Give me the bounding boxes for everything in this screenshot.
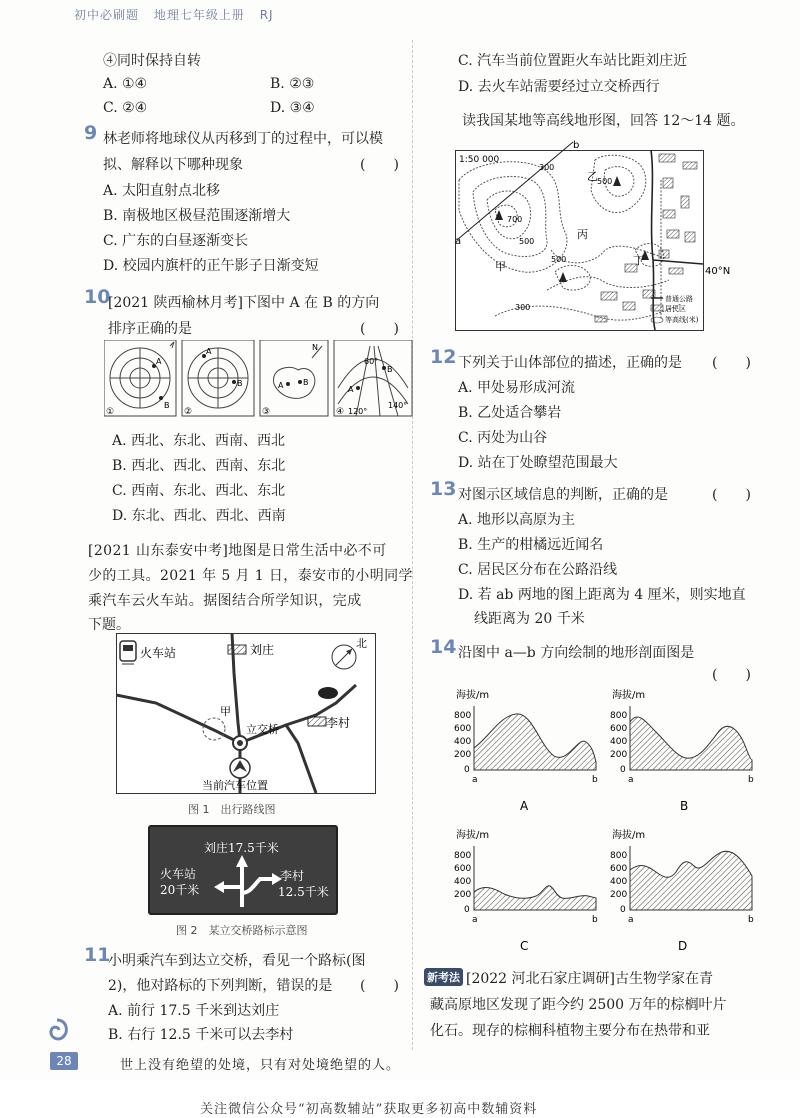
fig3-north: N xyxy=(312,343,318,352)
map-intro-4: 下题。 xyxy=(88,617,130,633)
route-map-figure xyxy=(116,633,376,795)
q10-choice-a: A. 西北、东北、西南、西北 xyxy=(112,433,286,449)
fig1-label-a: A xyxy=(156,357,162,366)
figure1-caption: 图 1 出行路线图 xyxy=(188,803,276,816)
contour-label-500: 500 xyxy=(519,237,535,246)
edition-tag: RJ xyxy=(259,8,274,22)
profile-a-b: b xyxy=(592,775,598,785)
fig2-number: ② xyxy=(184,407,193,417)
contour-map-figure xyxy=(455,140,755,336)
q11-choice-b: B. 右行 12.5 千米可以去李村 xyxy=(108,1027,294,1043)
q14-number: 14 xyxy=(430,636,457,658)
q13-choice-d-2: 线距离为 20 千米 xyxy=(474,611,585,627)
profile-d-label: D xyxy=(678,939,688,953)
q8-choice-c: C. ②④ xyxy=(103,100,148,116)
profile-c-tick-600: 600 xyxy=(454,864,472,874)
sign-licun-distance: 12.5千米 xyxy=(278,885,329,899)
q12-choice-d: D. 站在丁处瞭望范围最大 xyxy=(458,455,618,471)
profile-c-tick-200: 200 xyxy=(454,890,472,900)
profile-b-tick-400: 400 xyxy=(610,737,628,747)
map-scale: 1:50 000 xyxy=(459,155,500,165)
q8-choice-d: D. ③④ xyxy=(270,100,315,116)
q10-stem-2: 排序正确的是 xyxy=(108,321,192,337)
sign-liuzhuang: 刘庄17.5千米 xyxy=(204,841,279,855)
map-point-a: a xyxy=(455,236,462,247)
legend-contour: 等高线(米) xyxy=(665,316,699,324)
q14-stem: 沿图中 a—b 方向绘制的地形剖面图是 xyxy=(458,645,695,661)
profile-d-a: a xyxy=(628,915,634,925)
q10-figure-3 xyxy=(260,340,328,417)
page-number: 28 xyxy=(50,1052,78,1070)
profile-a-a: a xyxy=(472,775,478,785)
profile-d-tick-0: 0 xyxy=(620,905,626,915)
q11-choice-d: D. 去火车站需要经过立交桥西行 xyxy=(458,79,660,95)
profile-a-tick-600: 600 xyxy=(454,724,472,734)
profile-c-tick-800: 800 xyxy=(454,851,472,861)
q9-choice-b: B. 南极地区极昼范围逐渐增大 xyxy=(103,208,291,224)
q13-choice-a: A. 地形以高原为主 xyxy=(458,512,576,528)
profile-c-label: C xyxy=(520,939,529,953)
profile-c-a: a xyxy=(472,915,478,925)
profile-b-tick-800: 800 xyxy=(610,711,628,721)
q12-stem: 下列关于山体部位的描述，正确的是 xyxy=(458,355,682,371)
map-label-yi: 乙 xyxy=(587,170,598,183)
fig4-label-b: B xyxy=(387,365,393,374)
new-method-badge: 新考法 xyxy=(424,968,463,986)
q12-choice-a: A. 甲处易形成河流 xyxy=(458,380,576,396)
column-divider xyxy=(412,40,413,1050)
contour-label-300: 300 xyxy=(539,163,555,172)
q10-choice-d: D. 东北、西北、西北、西南 xyxy=(112,508,286,524)
sign-licun-name: 李村 xyxy=(280,869,305,883)
map-intro-2: 少的工具。2021 年 5 月 1 日，泰安市的小明同学 xyxy=(88,568,413,584)
q10-choice-c: C. 西南、东北、西北、东北 xyxy=(112,483,286,499)
contour-label-500c: 500 xyxy=(551,255,567,264)
q10-number: 10 xyxy=(84,286,111,308)
label-jia: 甲 xyxy=(220,705,231,718)
fig4-deg120: 120° xyxy=(348,407,368,416)
label-north: 北 xyxy=(356,637,367,650)
road-sign-figure xyxy=(148,825,338,915)
q11-stem-1: 小明乘汽车到达立交桥，看见一个路标(图 xyxy=(108,953,366,969)
profile-b-b: b xyxy=(748,775,754,785)
fig1-label-b: B xyxy=(164,401,170,410)
profile-c-b: b xyxy=(592,915,598,925)
footer-motto: 世上没有绝望的处境，只有对处境绝望的人。 xyxy=(120,1058,401,1073)
q10-choice-b: B. 西北、西北、西南、东北 xyxy=(112,458,286,474)
train-icon xyxy=(120,641,136,664)
watermark-text: 关注微信公众号“初高数辅站”获取更多初高中数辅资料 xyxy=(200,1102,538,1117)
book-title: 初中必刷题 xyxy=(74,8,140,22)
q11-stem-2: 2)，他对路标的下列判断，错误的是 xyxy=(108,978,333,994)
fig4-number: ④ xyxy=(336,407,345,417)
subject-title: 地理七年级上册 xyxy=(153,8,245,22)
q14-answer-blank: ( ) xyxy=(712,667,751,683)
label-current-position: 当前汽车位置 xyxy=(202,779,268,792)
profile-b-tick-0: 0 xyxy=(620,765,626,775)
map-point-b: b xyxy=(573,140,580,151)
map-label-ding: 丁 xyxy=(633,254,644,267)
profile-d-tick-400: 400 xyxy=(610,877,628,887)
profile-c-tick-400: 400 xyxy=(454,877,472,887)
q9-stem-2: 拟、解释以下哪种现象 xyxy=(103,157,243,173)
swirl-logo-icon xyxy=(42,1016,72,1046)
profile-c-ylabel: 海拔/m xyxy=(456,830,490,841)
running-header xyxy=(74,6,284,23)
profile-d-b: b xyxy=(748,915,754,925)
q12-choice-c: C. 丙处为山谷 xyxy=(458,430,548,446)
profile-a xyxy=(454,688,598,813)
q11-answer-blank: ( ) xyxy=(360,978,399,994)
fig1-number: ① xyxy=(106,407,115,417)
q10-stem-1: [2021 陕西榆林月考]下图中 A 在 B 的方向 xyxy=(108,295,380,311)
label-liuzhuang: 刘庄 xyxy=(250,643,275,657)
new-intro-2: 藏高原地区发现了距今约 2500 万年的棕榈叶片 xyxy=(430,997,727,1013)
profile-a-tick-200: 200 xyxy=(454,750,472,760)
q9-choice-d: D. 校园内旗杆的正午影子日渐变短 xyxy=(103,258,319,274)
fig3-label-b: B xyxy=(303,378,309,387)
new-intro-1: [2022 河北石家庄调研]古生物学家在青 xyxy=(466,971,714,987)
q11-choice-a: A. 前行 17.5 千米到达刘庄 xyxy=(108,1003,280,1019)
profile-d-tick-200: 200 xyxy=(610,890,628,900)
profile-a-tick-800: 800 xyxy=(454,711,472,721)
sign-station-name: 火车站 xyxy=(160,867,197,881)
contour-label-700: 700 xyxy=(507,215,523,224)
q11-number: 11 xyxy=(84,944,111,966)
q9-choice-c: C. 广东的白昼逐渐变长 xyxy=(103,233,249,249)
map-intro-3: 乘汽车云火车站。据图结合所学知识，完成 xyxy=(88,593,362,609)
fig4-deg60: 60° xyxy=(364,357,379,366)
q8-option-4: ④同时保持自转 xyxy=(103,53,201,69)
fig4-label-a: A xyxy=(348,385,354,394)
contour-label-500b: 500 xyxy=(597,177,613,186)
q10-answer-blank: ( ) xyxy=(360,321,399,337)
profile-b xyxy=(610,688,754,813)
legend-residential: 居民区 xyxy=(665,305,686,313)
q13-stem: 对图示区域信息的判断，正确的是 xyxy=(458,487,668,503)
q13-answer-blank: ( ) xyxy=(712,487,751,503)
q13-number: 13 xyxy=(430,478,457,500)
profile-a-ylabel: 海拔/m xyxy=(456,690,490,701)
profile-b-a: a xyxy=(628,775,634,785)
profile-a-label: A xyxy=(520,799,529,813)
q10-figure-2 xyxy=(182,340,254,417)
q13-choice-c: C. 居民区分布在公路沿线 xyxy=(458,562,618,578)
figure2-caption: 图 2 某立交桥路标示意图 xyxy=(176,924,308,937)
contour-intro: 读我国某地等高线地形图，回答 12～14 题。 xyxy=(462,113,745,129)
q12-number: 12 xyxy=(430,346,457,368)
label-licun: 李村 xyxy=(326,716,351,730)
fig3-number: ③ xyxy=(262,407,271,417)
q12-choice-b: B. 乙处适合攀岩 xyxy=(458,405,562,421)
fig2-label-a: A xyxy=(206,347,212,356)
q9-number: 9 xyxy=(84,122,98,144)
legend-road: 普通公路 xyxy=(665,295,693,303)
q11-choice-c: C. 汽车当前位置距火车站比距刘庄近 xyxy=(458,53,688,69)
sign-station-distance: 20千米 xyxy=(160,883,200,897)
fig2-label-b: B xyxy=(237,379,243,388)
new-intro-3: 化石。现存的棕榈科植物主要分布在热带和亚 xyxy=(430,1023,710,1039)
profile-c xyxy=(454,828,598,953)
map-label-jia: 甲 xyxy=(495,260,506,273)
q10-figure-1 xyxy=(104,340,176,417)
q12-answer-blank: ( ) xyxy=(712,355,751,371)
map-label-bing: 丙 xyxy=(577,228,588,241)
q10-direction-figures xyxy=(104,340,414,420)
q13-choice-d-1: D. 若 ab 两地的图上距离为 4 厘米，则实地直 xyxy=(458,587,746,603)
label-train-station: 火车站 xyxy=(140,646,177,660)
profile-d-ylabel: 海拔/m xyxy=(612,830,646,841)
profile-b-ylabel: 海拔/m xyxy=(612,690,646,701)
profile-a-tick-0: 0 xyxy=(464,765,470,775)
profile-d xyxy=(610,828,754,953)
q8-choice-a: A. ①④ xyxy=(103,76,148,92)
car-position-icon xyxy=(230,758,250,778)
q9-answer-blank: ( ) xyxy=(360,157,399,173)
compass-north-icon xyxy=(332,645,356,669)
profile-b-tick-200: 200 xyxy=(610,750,628,760)
profile-c-tick-0: 0 xyxy=(464,905,470,915)
label-bridge: 立交桥 xyxy=(246,723,279,736)
profile-charts xyxy=(450,686,770,956)
profile-b-label: B xyxy=(680,799,689,813)
fig3-label-a: A xyxy=(278,381,284,390)
map-latitude: 40°N xyxy=(705,266,731,277)
q9-stem-1: 林老师将地球仪从丙移到丁的过程中，可以模 xyxy=(103,131,383,147)
profile-a-tick-400: 400 xyxy=(454,737,472,747)
profile-d-tick-600: 600 xyxy=(610,864,628,874)
q10-figure-4 xyxy=(334,340,412,417)
q9-choice-a: A. 太阳直射点北移 xyxy=(103,183,221,199)
q13-choice-b: B. 生产的柑橘远近闻名 xyxy=(458,537,604,553)
q8-choice-b: B. ②③ xyxy=(270,76,315,92)
fig4-deg140: 140° xyxy=(388,401,408,410)
map-intro-1: [2021 山东泰安中考]地图是日常生活中必不可 xyxy=(88,543,387,559)
profile-d-tick-800: 800 xyxy=(610,851,628,861)
profile-b-tick-600: 600 xyxy=(610,724,628,734)
contour-label-300b: 300 xyxy=(515,303,531,312)
